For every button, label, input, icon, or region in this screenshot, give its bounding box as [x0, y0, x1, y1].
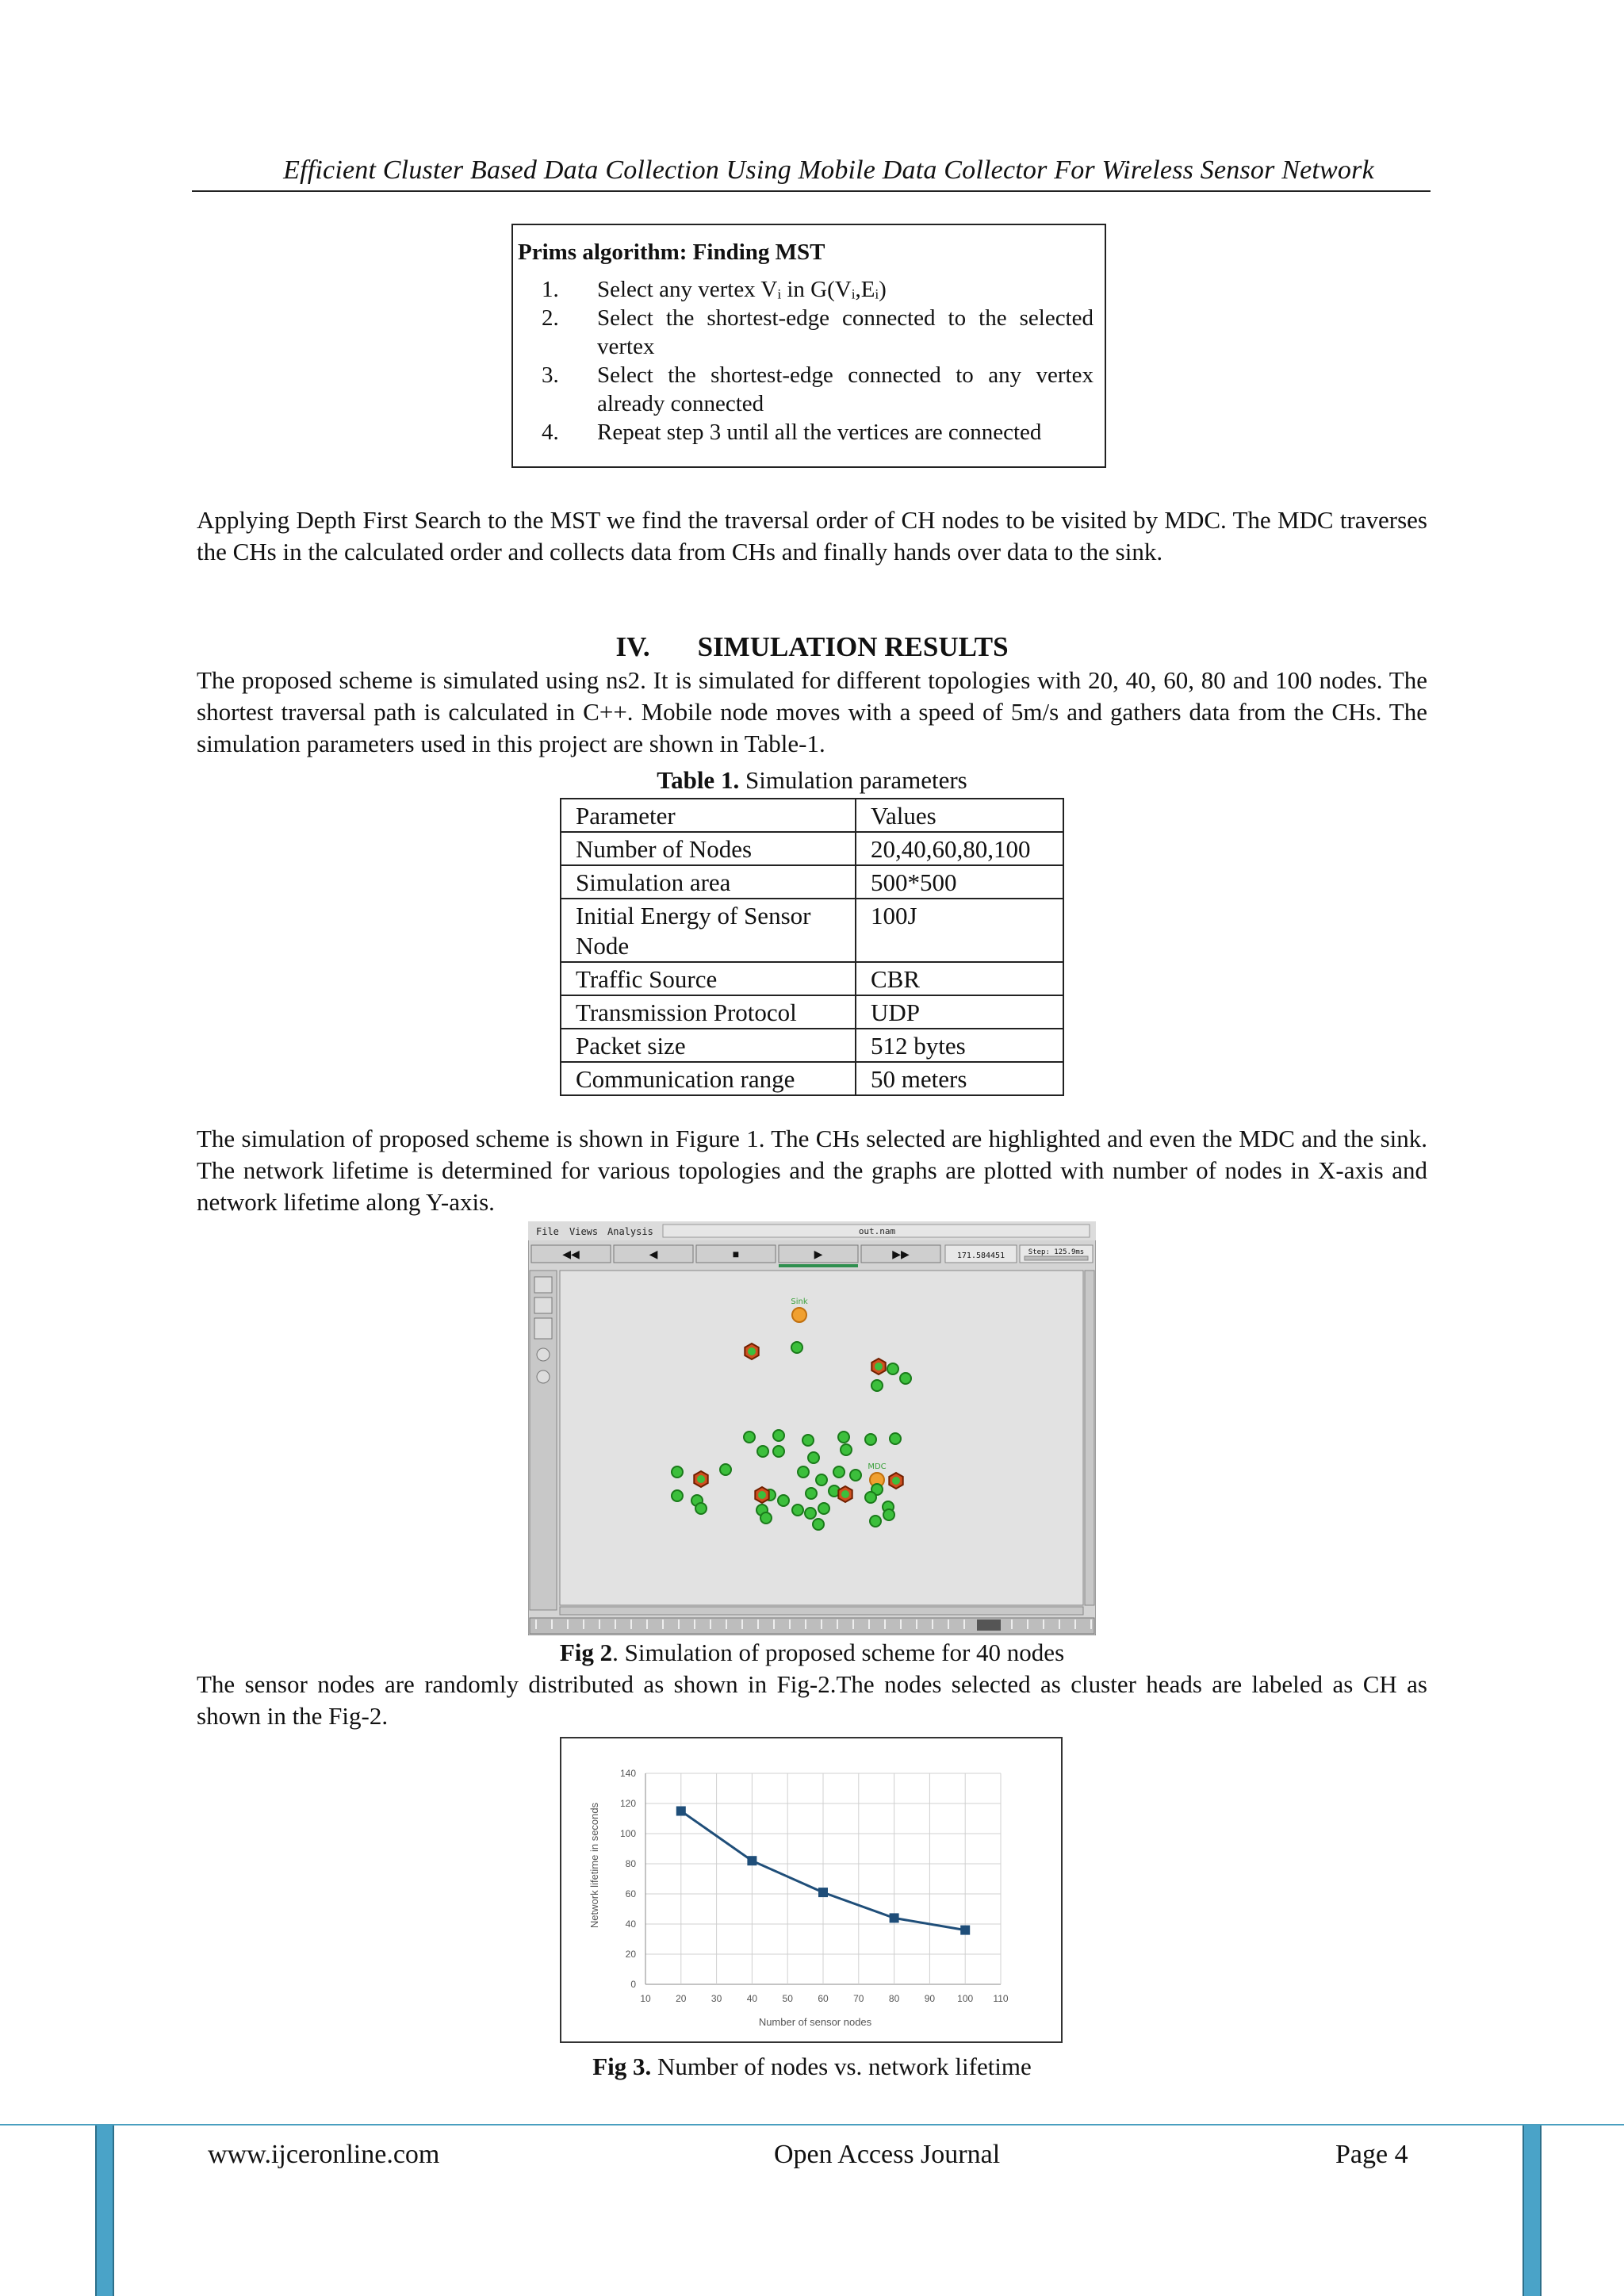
timeline-slider[interactable] — [977, 1619, 1001, 1631]
fig3-caption — [197, 2053, 1427, 2081]
sensor-node — [900, 1373, 911, 1384]
footer-rule — [0, 2124, 1624, 2125]
table-cell: Values — [856, 799, 1063, 832]
sensor-node — [773, 1446, 784, 1457]
data-point — [818, 1888, 828, 1897]
x-tick-label: 80 — [888, 1993, 900, 2004]
x-axis-label: Number of sensor nodes — [758, 2016, 872, 2028]
simulation-intro-paragraph: The proposed scheme is simulated using ns2. It is simulated for different topologies with 20, 40, 60, 80 and 100 nodes. The shortest traversal path is calculated in C++. Mobile node moves with a speed of 5m/s and gathers data from the CHs. The simulation parameters used in this project are shown in Table-1. — [197, 666, 1427, 757]
table-row — [561, 1062, 1063, 1095]
x-tick-label: 30 — [710, 1993, 722, 2004]
step-text: Select any vertex Vᵢ in G(Vᵢ,Eᵢ) — [597, 277, 887, 302]
edit-button[interactable] — [534, 1318, 552, 1339]
table-cell: Packet size — [561, 1029, 856, 1062]
zoom-out-button[interactable] — [534, 1297, 552, 1313]
sensor-node — [773, 1430, 784, 1441]
sensor-node — [744, 1432, 755, 1443]
cluster-head-core — [697, 1475, 705, 1483]
x-tick-label: 70 — [853, 1993, 864, 2004]
sensor-node — [695, 1503, 707, 1514]
step-number: 2. — [542, 305, 559, 331]
y-tick-label: 140 — [619, 1768, 636, 1779]
table-row — [561, 865, 1063, 899]
table-cell: Simulation area — [561, 865, 856, 899]
rewind-icon: ◀◀ — [562, 1249, 580, 1261]
step-number: 4. — [542, 420, 559, 445]
prims-title: Prims algorithm: Finding MST — [518, 240, 825, 265]
section-heading — [197, 631, 1427, 663]
running-header: Efficient Cluster Based Data Collection Using Mobile Data Collector For Wireless Sensor Network — [283, 155, 1374, 185]
sink-label: Sink — [791, 1297, 808, 1306]
step-text: Select the shortest-edge connected to the selected vertex — [597, 305, 1094, 359]
footer-website[interactable]: www.ijceronline.com — [208, 2140, 440, 2169]
fig2-text: . Simulation of proposed scheme for 40 nodes — [612, 1639, 1065, 1666]
sensor-node — [672, 1466, 683, 1478]
section-number: IV. — [615, 631, 650, 662]
chart-grid — [645, 1773, 1001, 1984]
table-cell: Parameter — [561, 799, 856, 832]
fig3-label: Fig 3. — [592, 2053, 652, 2080]
sensor-node — [838, 1432, 849, 1443]
table-caption-text: Simulation parameters — [739, 766, 967, 794]
table-cell: Number of Nodes — [561, 832, 856, 865]
prims-steps — [518, 275, 1094, 447]
back-icon: ◀ — [649, 1249, 658, 1261]
fast-forward-icon: ▶▶ — [892, 1249, 910, 1261]
prims-step — [518, 304, 1094, 361]
step-number: 3. — [542, 362, 559, 388]
play-icon: ▶ — [814, 1249, 823, 1261]
table-caption — [197, 766, 1427, 795]
x-tick-label: 40 — [746, 1993, 758, 2004]
menu-analysis[interactable]: Analysis — [607, 1226, 653, 1237]
x-tick-label: 100 — [957, 1993, 974, 2004]
x-tick-label: 60 — [818, 1993, 829, 2004]
nam-simulation-screenshot — [528, 1221, 1096, 1635]
time-display: 171.584451 — [956, 1251, 1005, 1260]
y-tick-label: 120 — [619, 1798, 636, 1809]
y-tick-label: 80 — [625, 1858, 636, 1869]
x-tick-label: 50 — [782, 1993, 793, 2004]
vertical-scrollbar[interactable] — [1085, 1271, 1094, 1605]
tool-icon[interactable] — [537, 1348, 550, 1361]
lifetime-chart-frame — [560, 1737, 1063, 2043]
sensor-node — [791, 1342, 802, 1353]
cluster-head-core — [758, 1491, 766, 1499]
y-tick-label: 0 — [630, 1979, 636, 1990]
sensor-node — [865, 1434, 876, 1445]
fig2-caption — [197, 1639, 1427, 1667]
y-tick-label: 60 — [625, 1888, 636, 1899]
footer-page-number: Page 4 — [1335, 2140, 1408, 2169]
y-tick-labels — [620, 1768, 636, 1990]
y-axis-label: Network lifetime in seconds — [588, 1802, 600, 1929]
data-point — [890, 1913, 899, 1922]
prims-step — [518, 275, 1094, 304]
x-tick-label: 20 — [676, 1993, 687, 2004]
table-cell: 100J — [856, 899, 1063, 962]
step-slider[interactable] — [1025, 1256, 1088, 1260]
mdc-label: MDC — [868, 1462, 887, 1471]
sensor-node — [871, 1380, 883, 1391]
sensor-node — [778, 1495, 789, 1506]
x-tick-label: 110 — [993, 1993, 1009, 2004]
step-display: Step: 125.9ms — [1028, 1248, 1085, 1256]
sensor-node — [890, 1433, 901, 1444]
fig2-label: Fig 2 — [559, 1639, 613, 1666]
table-row — [561, 799, 1063, 832]
table-cell: Initial Energy of Sensor Node — [561, 899, 856, 962]
sensor-node — [792, 1504, 803, 1516]
y-tick-label: 20 — [625, 1949, 636, 1960]
cluster-head-core — [748, 1347, 756, 1355]
sensor-node — [887, 1363, 898, 1374]
step-text: Select the shortest-edge connected to any vertex already connected — [597, 362, 1094, 416]
y-tick-label: 40 — [625, 1918, 636, 1930]
sensor-node — [841, 1444, 852, 1455]
table-cell: 500*500 — [856, 865, 1063, 899]
table-cell: CBR — [856, 962, 1063, 995]
sensor-node — [833, 1466, 845, 1478]
stop-icon: ■ — [732, 1249, 740, 1261]
sensor-node — [760, 1512, 772, 1524]
menu-views[interactable]: Views — [569, 1226, 599, 1237]
x-tick-label: 90 — [924, 1993, 936, 2004]
sensor-node — [798, 1466, 809, 1478]
sensor-node — [805, 1508, 816, 1519]
simulation-parameters-table — [560, 798, 1064, 1096]
tool-icon[interactable] — [537, 1370, 550, 1383]
dfs-paragraph: Applying Depth First Search to the MST we find the traversal order of CH nodes to be visited by MDC. The MDC traverses the CHs in the calculated order and collects data from CHs and finally hands over data to the sink. — [197, 506, 1427, 565]
sink-node — [792, 1308, 806, 1322]
table-cell: 20,40,60,80,100 — [856, 832, 1063, 865]
table-cell: Traffic Source — [561, 962, 856, 995]
fig3-text: Number of nodes vs. network lifetime — [651, 2053, 1032, 2080]
horizontal-scrollbar[interactable] — [560, 1607, 1083, 1615]
prims-step — [518, 418, 1094, 447]
table-cell: 50 meters — [856, 1062, 1063, 1095]
cluster-head-core — [875, 1363, 883, 1370]
sensor-node — [865, 1492, 876, 1503]
nam-window-title: out.nam — [858, 1226, 896, 1236]
footer-journal: Open Access Journal — [774, 2140, 1001, 2169]
simulation-figure-paragraph: The simulation of proposed scheme is shown in Figure 1. The CHs selected are highlighted and even the MDC and the sink. The network lifetime is determined for various topologies and the graphs are plotted with number of nodes in X-axis and network lifetime along Y-axis. — [197, 1125, 1427, 1216]
step-number: 1. — [542, 277, 559, 302]
table-row — [561, 832, 1063, 865]
prims-step — [518, 361, 1094, 418]
header-rule — [192, 190, 1431, 192]
section-title: SIMULATION RESULTS — [697, 631, 1009, 662]
lifetime-chart — [561, 1738, 1061, 2041]
table-row — [561, 899, 1063, 962]
sensor-node — [883, 1509, 894, 1520]
footer-bar-right — [1522, 2125, 1542, 2296]
prims-algorithm-box — [511, 224, 1106, 468]
data-point — [747, 1856, 756, 1865]
table-cell: Transmission Protocol — [561, 995, 856, 1029]
y-tick-label: 100 — [619, 1828, 636, 1839]
sensor-node — [720, 1464, 731, 1475]
table-caption-label: Table 1. — [657, 766, 740, 794]
sensor-node — [850, 1470, 861, 1481]
cluster-head-core — [841, 1490, 849, 1498]
sensor-node — [813, 1519, 824, 1530]
step-text: Repeat step 3 until all the vertices are connected — [597, 420, 1042, 445]
table-row — [561, 962, 1063, 995]
footer-bar-left — [95, 2125, 114, 2296]
sensor-node — [757, 1446, 768, 1457]
data-point — [960, 1926, 970, 1935]
sensor-node — [808, 1452, 819, 1463]
sensor-node — [818, 1503, 829, 1514]
data-point — [676, 1807, 686, 1816]
table-cell: 512 bytes — [856, 1029, 1063, 1062]
table-row — [561, 995, 1063, 1029]
sensor-nodes-paragraph: The sensor nodes are randomly distributed as shown in Fig-2.The nodes selected as cluster heads are labeled as CH as shown in the Fig-2. — [197, 1670, 1427, 1730]
cluster-head-core — [892, 1477, 900, 1485]
table-cell: Communication range — [561, 1062, 856, 1095]
zoom-in-button[interactable] — [534, 1277, 552, 1293]
sensor-node — [672, 1490, 683, 1501]
table-row — [561, 1029, 1063, 1062]
x-tick-label: 10 — [640, 1993, 651, 2004]
sensor-node — [802, 1435, 814, 1446]
menu-file[interactable]: File — [536, 1226, 559, 1237]
sensor-node — [806, 1488, 817, 1499]
sensor-node — [870, 1516, 881, 1527]
sensor-node — [816, 1474, 827, 1485]
table-cell: UDP — [856, 995, 1063, 1029]
x-tick-labels — [640, 1993, 1009, 2004]
